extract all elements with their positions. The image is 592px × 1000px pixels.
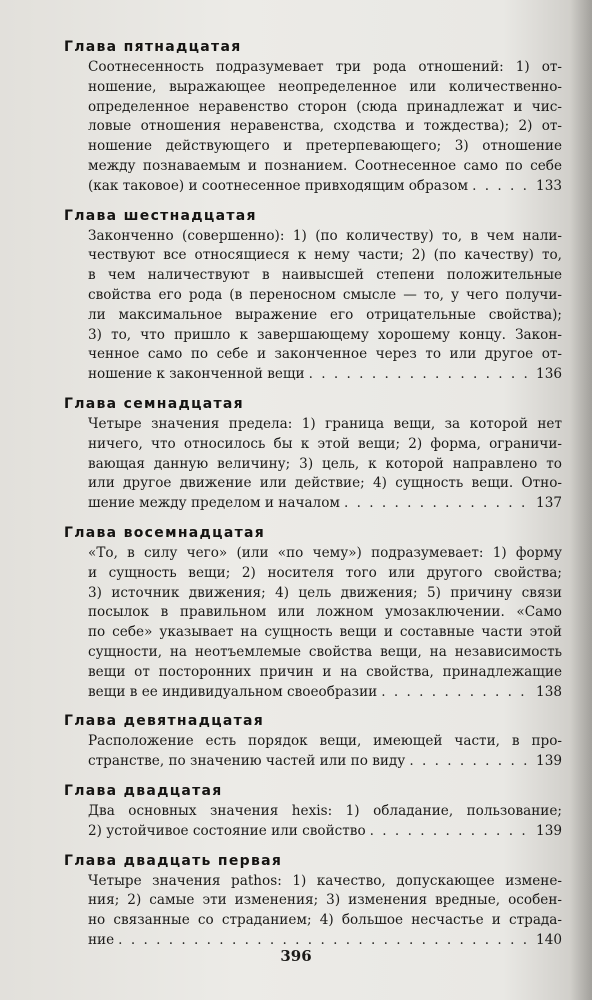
summary-line: по себе» указывает на сущность вещи и составные части этой [88, 624, 562, 641]
chapter-summary [88, 58, 562, 197]
summary-line: определенное неравенство сторон (сюда принадлежат и чис- [88, 98, 562, 115]
chapter-page-number: 133 [536, 177, 562, 194]
chapter-page-number: 139 [536, 753, 562, 770]
toc-chapter [64, 395, 562, 514]
chapter-summary [88, 802, 562, 842]
summary-line: Расположение есть порядок вещи, имеющей части, в про- [88, 733, 562, 750]
summary-line: Четыре значения предела: 1) граница вещи, за которой нет [88, 415, 562, 432]
toc-chapter [64, 852, 562, 951]
summary-line: 3) источник движения; 4) цель движения; 5) причину связи [88, 584, 562, 601]
summary-line: (как таковое) и соотнесенное привходящим образом [88, 177, 469, 194]
leader-dots [472, 177, 532, 197]
summary-line: Соотнесенность подразумевает три рода отношений: 1) от- [88, 59, 562, 75]
summary-line: вающая данную величину; 3) цель, к которой направлено то [88, 455, 562, 472]
summary-line: ли максимальное выражение его отрицательные свойства); [88, 306, 562, 323]
chapter-title: Глава восемнадцатая [64, 524, 266, 541]
chapter-page-number: 136 [536, 366, 562, 383]
summary-line: ничего, что относилось бы к этой вещи; 2) форма, ограничи- [88, 435, 562, 452]
toc-chapter [64, 207, 562, 385]
summary-line: ношение, выражающее неопределенное или количественно- [88, 78, 562, 95]
chapter-title: Глава пятнадцатая [64, 39, 242, 55]
leader-dots [309, 365, 532, 385]
summary-last-line [88, 177, 562, 197]
chapter-page-number: 140 [536, 931, 562, 948]
summary-line: ношение действующего и претерпевающего; 3) отношение [88, 138, 562, 155]
summary-line: шение между пределом и началом [88, 495, 340, 512]
chapter-summary [88, 872, 562, 951]
leader-dots [409, 752, 532, 772]
chapter-page-number: 137 [536, 495, 562, 512]
chapter-page-number: 139 [536, 822, 562, 839]
summary-line: Два основных значения hexis: 1) обладание, пользование; [88, 802, 562, 819]
summary-line: сущности, на неотъемлемые свойства вещи, на независимость [88, 643, 562, 660]
toc-chapter [64, 782, 562, 842]
chapter-summary [88, 732, 562, 772]
toc-chapter [64, 524, 562, 702]
summary-last-line [88, 494, 562, 514]
summary-line: в чем наличествуют в наивысшей степени положительные [88, 267, 562, 284]
summary-last-line [88, 822, 562, 842]
summary-line: но связанные со страданием; 4) большое несчастье и страда- [88, 912, 562, 929]
chapter-title: Глава двадцатая [64, 782, 223, 799]
leader-dots [381, 683, 532, 703]
summary-last-line [88, 365, 562, 385]
summary-line: ловые отношения неравенства, сходства и тождества); 2) от- [88, 118, 562, 135]
summary-line: 3) то, что пришло к завершающему хорошему концу. Закон- [88, 326, 562, 343]
chapter-summary [88, 227, 562, 385]
chapter-title: Глава шестнадцатая [64, 207, 257, 224]
summary-line: посылок в правильном или ложном умозаключении. «Само [88, 604, 562, 621]
summary-line: ние [88, 931, 115, 948]
summary-line: ния; 2) самые эти изменения; 3) изменения вредные, особен- [88, 892, 562, 909]
summary-line: чествуют все относящиеся к нему части; 2) (по качеству) то, [88, 247, 562, 264]
summary-line: «То, в силу чего» (или «по чему») подразумевает: 1) форму [88, 544, 562, 561]
summary-line: Законченно (совершенно): 1) (по количеству) то, в чем нали- [88, 227, 562, 244]
summary-line: свойства его рода (в переносном смысле — то, у чего получи- [88, 286, 562, 303]
summary-line: между познаваемым и познанием. Соотнесенное само по себе [88, 157, 562, 174]
summary-line: ношение к законченной вещи [88, 366, 305, 383]
summary-line: Четыре значения pathos: 1) качество, допускающее измене- [88, 872, 562, 889]
leader-dots [344, 494, 532, 514]
table-of-contents [0, 38, 592, 961]
chapter-summary [88, 415, 562, 514]
summary-line: 2) устойчивое состояние или свойство [88, 822, 366, 839]
toc-chapter [64, 712, 562, 772]
summary-last-line [88, 683, 562, 703]
chapter-title: Глава семнадцатая [64, 395, 244, 412]
chapter-summary [88, 544, 562, 702]
summary-line: или другое движение или действие; 4) сущность вещи. Отно- [88, 475, 562, 492]
summary-line: вещи от посторонних причин и на свойства, принадлежащие [88, 663, 562, 680]
toc-chapter [64, 38, 562, 197]
summary-line: вещи в ее индивидуальном своеобразии [88, 683, 378, 700]
chapter-page-number: 138 [536, 683, 562, 700]
summary-line: и сущность вещи; 2) носителя того или другого свойства; [88, 564, 562, 581]
summary-line: ченное само по себе и законченное через то или другое от- [88, 346, 562, 363]
page-number: 396 [280, 947, 312, 965]
leader-dots [370, 822, 532, 842]
chapter-title: Глава девятнадцатая [64, 713, 265, 730]
summary-line: странстве, по значению частей или по виду [88, 753, 406, 770]
chapter-title: Глава двадцать первая [64, 852, 283, 869]
summary-last-line [88, 752, 562, 772]
